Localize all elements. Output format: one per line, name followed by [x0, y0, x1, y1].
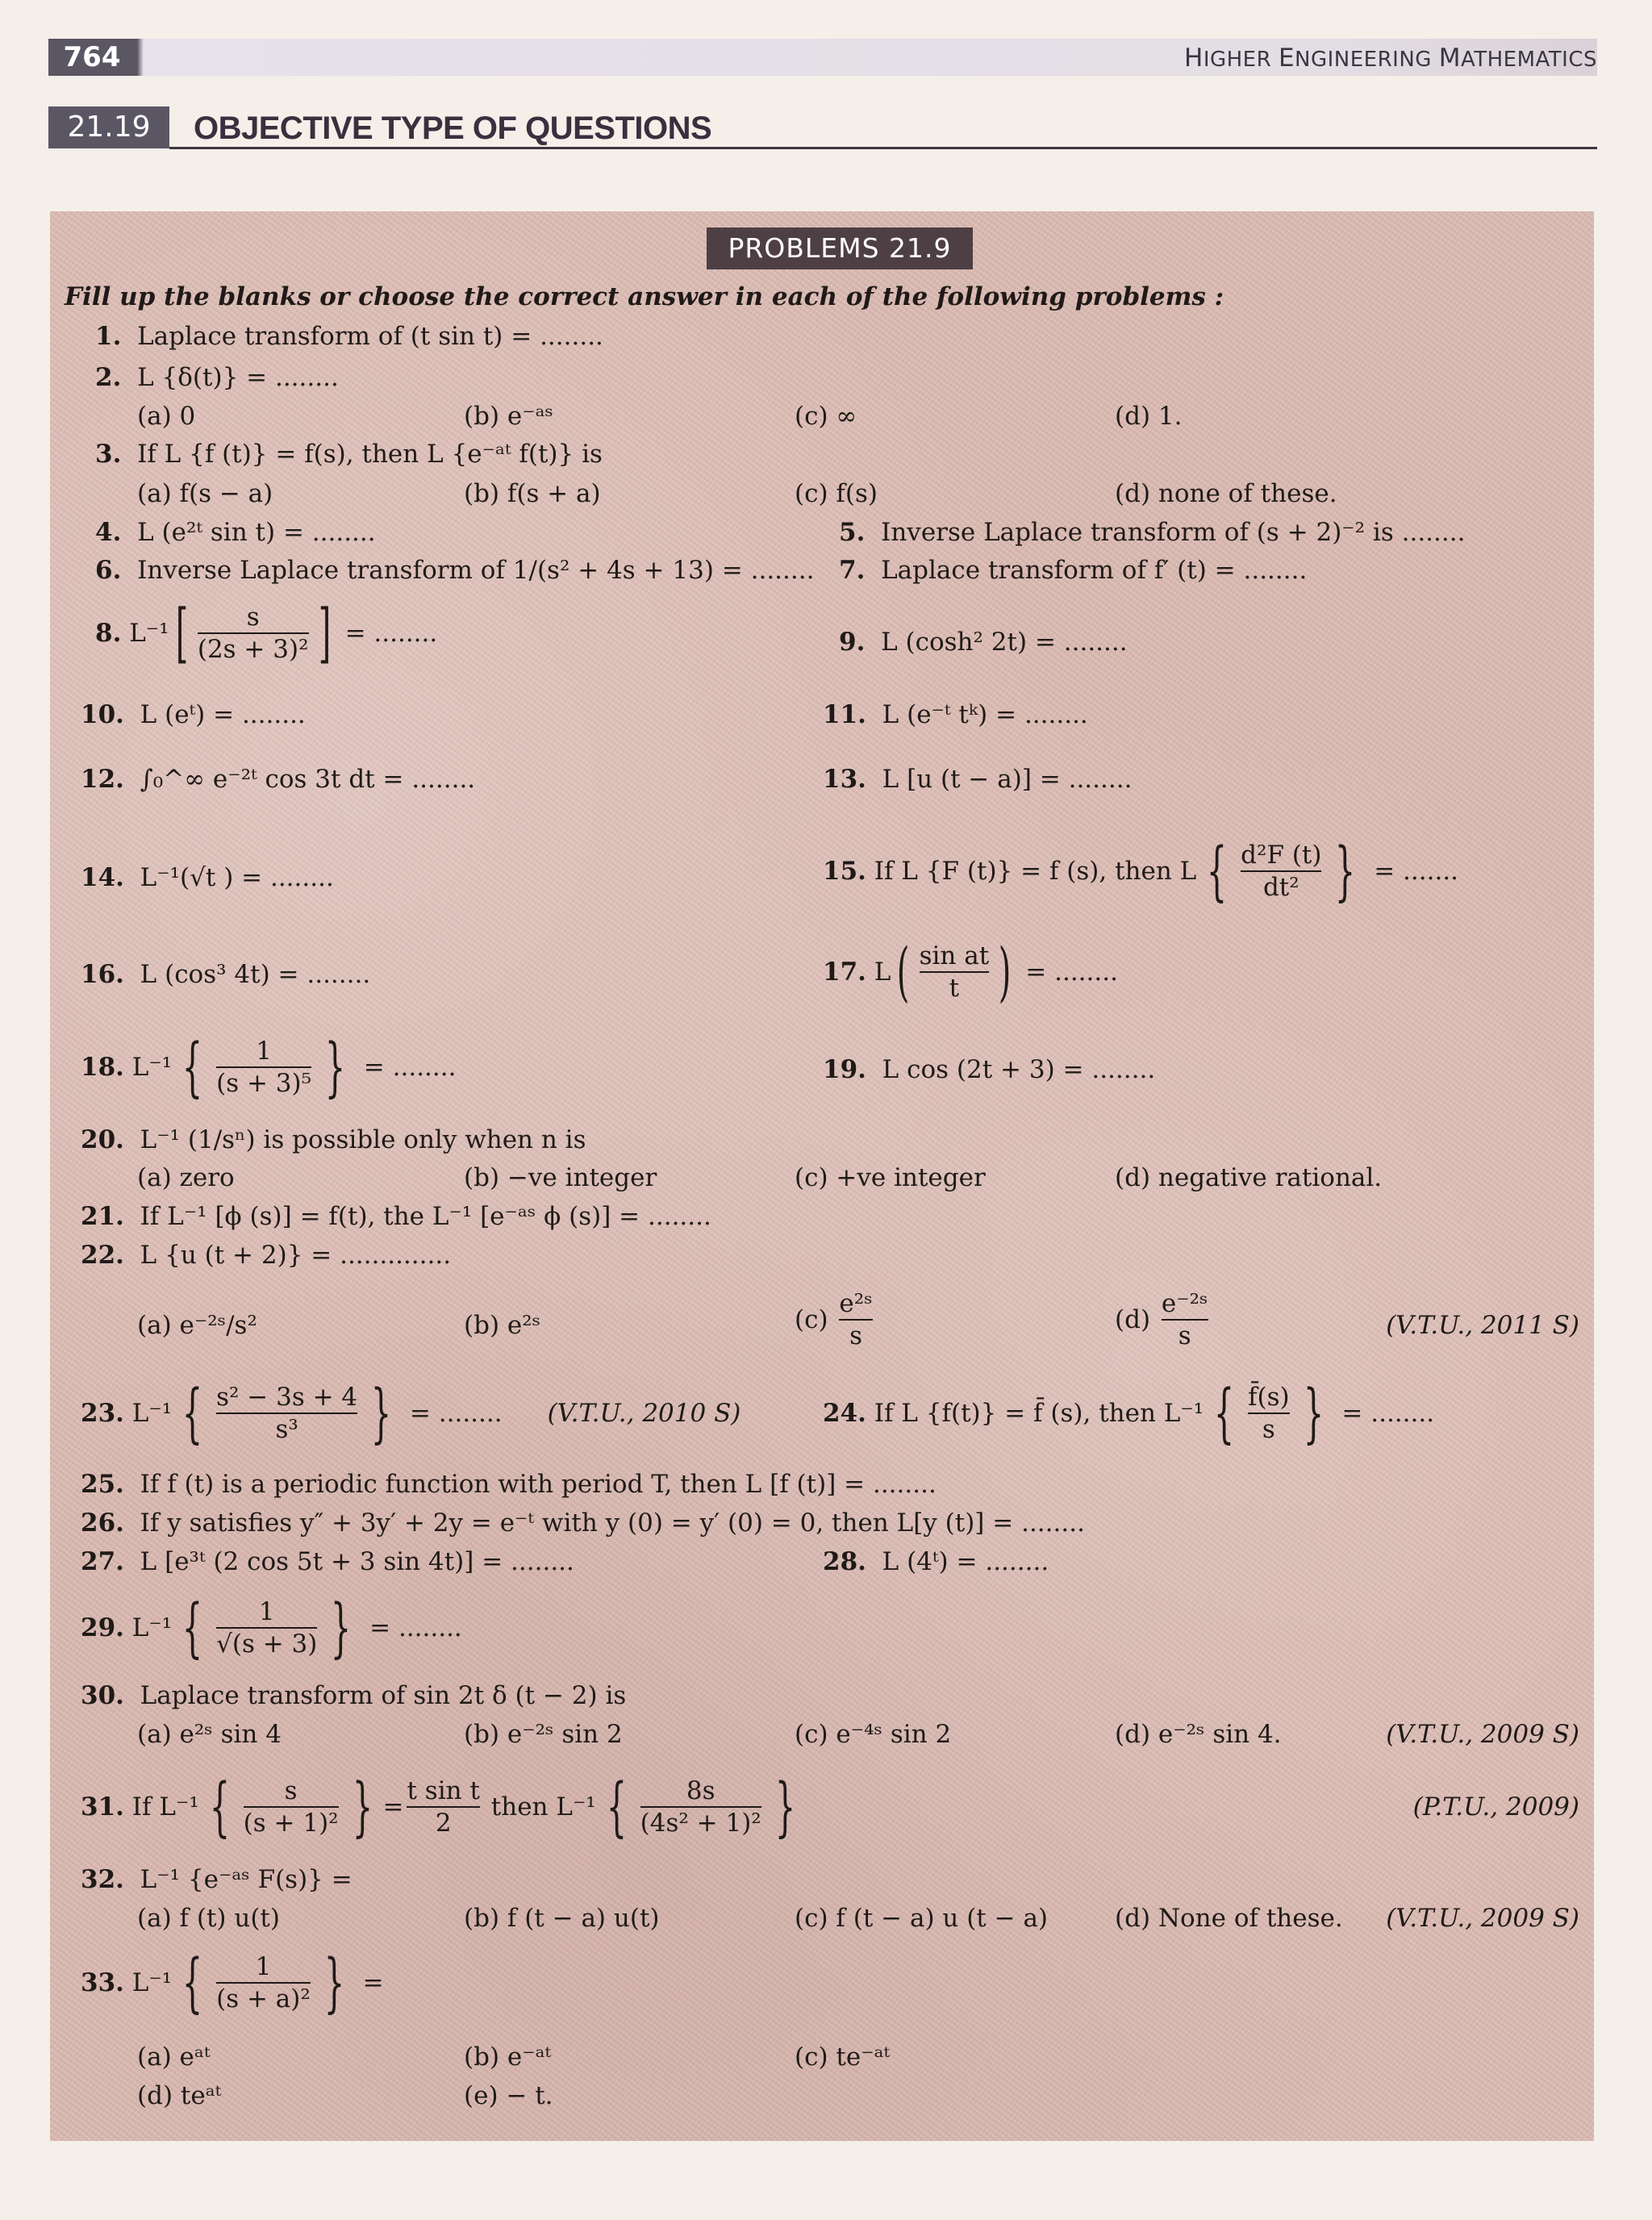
- fraction: $\frac{\text{s² − 3s + 4}}{\text{s³}}$: [216, 1383, 358, 1444]
- option-d: (d) None of these.: [1115, 1904, 1343, 1933]
- question-prefix: If L {f(t)} = f̄ (s), then L⁻¹: [874, 1399, 1204, 1428]
- option-b: (b) e²ˢ: [464, 1311, 541, 1340]
- question-text: L (eᵗ) = ........: [140, 700, 306, 729]
- fraction: $\frac{1}{\text{(s + 3)⁵}}$: [216, 1037, 312, 1098]
- question-prefix: If L⁻¹: [131, 1792, 199, 1821]
- option-c: (c) +ve integer: [795, 1163, 986, 1192]
- question-text: L (4ᵗ) = ........: [882, 1547, 1049, 1576]
- option-c: (c) f(s): [795, 479, 878, 508]
- fraction: $\frac{\text{sin at}}{t}$: [919, 941, 990, 1003]
- question-number: 22.: [81, 1241, 124, 1270]
- option-d: (d) negative rational.: [1115, 1163, 1383, 1192]
- question-text: Laplace transform of (t sin t) = ........: [137, 322, 603, 351]
- question-text: L {u (t + 2)} = ..............: [140, 1241, 452, 1270]
- source-citation: (V.T.U., 2009 S): [1386, 1904, 1579, 1933]
- question-6: [95, 554, 814, 586]
- question-11: [823, 699, 1088, 731]
- question-number: 17.: [823, 958, 866, 987]
- question-number: 2.: [95, 363, 122, 392]
- question-19: [823, 1054, 1155, 1086]
- section-rule: [169, 147, 1597, 149]
- question-blank: =: [362, 1968, 384, 1997]
- question-text: If y satisfies y″ + 3y′ + 2y = e⁻ᵗ with y (0) = y′ (0) = 0, then L[y (t)] = ........: [140, 1509, 1085, 1538]
- question-text: If L⁻¹ [ϕ (s)] = f(t), the L⁻¹ [e⁻ᵃˢ ϕ (s)] = ........: [140, 1202, 711, 1231]
- question-26: [81, 1507, 1085, 1539]
- source-citation: (P.T.U., 2009): [1412, 1792, 1579, 1821]
- question-number: 4.: [95, 518, 122, 547]
- question-number: 15.: [823, 857, 866, 886]
- book-title: HIGHER ENGINEERING MATHEMATICS: [1184, 44, 1597, 73]
- option-c: (c) f (t − a) u (t − a): [795, 1904, 1049, 1933]
- option-d: (d) $\frac{\text{e⁻²ˢ}}{s}$: [1115, 1289, 1208, 1350]
- question-number: 5.: [839, 518, 866, 547]
- question-blank: = ........: [369, 1613, 462, 1642]
- question-31: 31. If L⁻¹ { $\frac{s}{\text{(s + 1)²}}$ } = $\frac{\text{t sin t}}{2}$ then L⁻¹ { $\frac{8s}{\text{(4s² + 1)²}}$ }: [81, 1769, 795, 1844]
- question-number: 28.: [823, 1547, 866, 1576]
- question-2: [95, 361, 339, 394]
- question-number: 27.: [81, 1547, 124, 1576]
- question-number: 19.: [823, 1055, 866, 1084]
- option-b: (b) −ve integer: [464, 1163, 657, 1192]
- question-text: L (cos³ 4t) = ........: [140, 960, 371, 989]
- question-number: 33.: [81, 1968, 124, 1997]
- instruction: Fill up the blanks or choose the correct answer in each of the following problems :: [65, 282, 1224, 311]
- option-b: (b) e⁻ᵃˢ: [464, 402, 553, 431]
- question-number: 30.: [81, 1681, 124, 1710]
- fraction: $\frac{1}{\text{(s + a)²}}$: [216, 1952, 311, 2013]
- question-text: L [u (t − a)] = ........: [882, 765, 1133, 794]
- question-blank: = ........: [409, 1399, 503, 1428]
- option-c: (c) te⁻ᵃᵗ: [795, 2043, 891, 2072]
- option-e: (e) − t.: [464, 2081, 553, 2110]
- question-15: 15. If L {F (t)} = f (s), then L { $\frac{\text{d²F (t)}}{\text{dt²}}$ } = .......: [823, 833, 1459, 908]
- question-7: [839, 554, 1307, 586]
- question-32: [81, 1863, 353, 1896]
- option-a: (a) f(s − a): [137, 479, 273, 508]
- question-number: 16.: [81, 960, 124, 989]
- option-a: (a) f (t) u(t): [137, 1904, 280, 1933]
- question-text: L (e⁻ᵗ tᵏ) = ........: [882, 700, 1088, 729]
- option-b: (b) f(s + a): [464, 479, 601, 508]
- option-c: (c) ∞: [795, 402, 857, 431]
- question-text: Inverse Laplace transform of 1/(s² + 4s + 13) = ........: [137, 556, 815, 585]
- question-number: 24.: [823, 1399, 866, 1428]
- question-prefix: L⁻¹: [129, 619, 169, 648]
- option-a: (a) zero: [137, 1163, 235, 1192]
- question-29: 29. L⁻¹ { $\frac{1}{√(s + 3)}$ } = ........: [81, 1590, 462, 1665]
- option-c: (c) e⁻⁴ˢ sin 2: [795, 1720, 952, 1749]
- source-citation: (V.T.U., 2011 S): [1386, 1311, 1579, 1340]
- question-text: Laplace transform of f′ (t) = ........: [881, 556, 1308, 585]
- question-text: If f (t) is a periodic function with period T, then L [f (t)] = ........: [140, 1470, 937, 1499]
- question-number: 11.: [823, 700, 866, 729]
- question-18: 18. L⁻¹ { $\frac{1}{\text{(s + 3)⁵}}$ } = ........: [81, 1029, 457, 1104]
- question-number: 7.: [839, 556, 866, 585]
- question-14: [81, 862, 334, 894]
- question-prefix: L⁻¹: [131, 1613, 173, 1642]
- question-text: L [e³ᵗ (2 cos 5t + 3 sin 4t)] = ........: [140, 1547, 574, 1576]
- option-d: (d) e⁻²ˢ sin 4.: [1115, 1720, 1282, 1749]
- page-number: 764: [63, 41, 121, 73]
- question-prefix: L⁻¹: [131, 1053, 173, 1082]
- source-citation: (V.T.U., 2009 S): [1386, 1720, 1579, 1749]
- section-number: 21.19: [48, 106, 169, 148]
- question-number: 10.: [81, 700, 124, 729]
- question-number: 3.: [95, 440, 122, 469]
- fraction: $\frac{f̄(s)}{s}$: [1248, 1383, 1290, 1444]
- question-prefix: L⁻¹: [131, 1399, 173, 1428]
- fraction: $\frac{\text{e⁻²ˢ}}{s}$: [1161, 1289, 1208, 1350]
- question-number: 32.: [81, 1865, 124, 1894]
- option-a: (a) eᵃᵗ: [137, 2043, 211, 2072]
- question-text: L (e²ᵗ sin t) = ........: [137, 518, 376, 547]
- option-d: (d) teᵃᵗ: [137, 2081, 222, 2110]
- question-text: L⁻¹ {e⁻ᵃˢ F(s)} =: [140, 1865, 353, 1894]
- option-a: (a) 0: [137, 402, 196, 431]
- question-text: L cos (2t + 3) = ........: [882, 1055, 1156, 1084]
- question-27: [81, 1546, 574, 1578]
- question-22: [81, 1239, 451, 1271]
- question-number: 8.: [95, 619, 122, 648]
- question-24: 24. If L {f(t)} = f̄ (s), then L⁻¹ { $\frac{f̄(s)}{s}$ } = ........: [823, 1375, 1435, 1450]
- question-33: 33. L⁻¹ { $\frac{1}{\text{(s + a)²}}$ } =: [81, 1945, 384, 2020]
- fraction: $\frac{1}{√(s + 3)}$: [216, 1597, 318, 1659]
- question-text: ∫₀^∞ e⁻²ᵗ cos 3t dt = ........: [140, 765, 476, 794]
- question-number: 6.: [95, 556, 122, 585]
- question-prefix: L: [874, 958, 891, 987]
- question-number: 25.: [81, 1470, 124, 1499]
- section-title: OBJECTIVE TYPE OF QUESTIONS: [194, 111, 712, 146]
- question-3: [95, 438, 603, 470]
- fraction: $\frac{s}{\text{(s + 1)²}}$: [243, 1776, 339, 1838]
- fraction: $\frac{\text{t sin t}}{2}$: [407, 1776, 480, 1838]
- question-text: L⁻¹(√t ) = ........: [140, 863, 334, 892]
- question-text: If L {f (t)} = f(s), then L {e⁻ᵃᵗ f(t)} is: [137, 440, 603, 469]
- option-a: (a) e⁻²ˢ/s²: [137, 1311, 257, 1340]
- question-number: 18.: [81, 1053, 124, 1082]
- option-d: (d) none of these.: [1115, 479, 1337, 508]
- question-23: 23. L⁻¹ { $\frac{\text{s² − 3s + 4}}{\text{s³}}$ } = ........ (V.T.U., 2010 S): [81, 1375, 741, 1450]
- question-28: [823, 1546, 1049, 1578]
- question-number: 21.: [81, 1202, 124, 1231]
- option-b: (b) e⁻²ˢ sin 2: [464, 1720, 623, 1749]
- question-text: L (cosh² 2t) = ........: [881, 628, 1128, 657]
- question-prefix: If L {F (t)} = f (s), then L: [874, 857, 1197, 886]
- fraction: $\frac{8s}{\text{(4s² + 1)²}}$: [640, 1776, 761, 1838]
- option-b: (b) e⁻ᵃᵗ: [464, 2043, 552, 2072]
- fraction: $\frac{s}{\text{(2s + 3)²}}$: [197, 603, 309, 664]
- question-prefix: L⁻¹: [131, 1968, 173, 1997]
- question-9: [839, 626, 1128, 658]
- option-b: (b) f (t − a) u(t): [464, 1904, 660, 1933]
- fraction: $\frac{\text{e²ˢ}}{s}$: [839, 1289, 873, 1350]
- question-25: [81, 1468, 937, 1500]
- question-number: 23.: [81, 1399, 124, 1428]
- question-blank: = ........: [1025, 958, 1118, 987]
- question-text: Inverse Laplace transform of (s + 2)⁻² is ........: [881, 518, 1466, 547]
- question-5: [839, 516, 1465, 549]
- question-number: 1.: [95, 322, 122, 351]
- question-30: [81, 1680, 626, 1712]
- option-c: (c) $\frac{\text{e²ˢ}}{s}$: [795, 1289, 873, 1350]
- question-blank: = ........: [1341, 1399, 1435, 1428]
- question-blank: = .......: [1374, 857, 1459, 886]
- question-text: Laplace transform of sin 2t δ (t − 2) is: [140, 1681, 627, 1710]
- question-21: [81, 1200, 711, 1233]
- question-4: [95, 516, 376, 549]
- question-number: 29.: [81, 1613, 124, 1642]
- question-number: 13.: [823, 765, 866, 794]
- fraction: $\frac{\text{d²F (t)}}{\text{dt²}}$: [1241, 841, 1322, 902]
- option-a: (a) e²ˢ sin 4: [137, 1720, 282, 1749]
- question-text: L⁻¹ (1/sⁿ) is possible only when n is: [140, 1125, 586, 1154]
- question-1: [95, 320, 603, 353]
- question-8: 8. L⁻¹ [ $\frac{s}{\text{(2s + 3)²}}$ ] = ........: [95, 595, 438, 670]
- question-number: 26.: [81, 1509, 124, 1538]
- question-number: 9.: [839, 628, 866, 657]
- question-number: 12.: [81, 765, 124, 794]
- question-13: [823, 763, 1132, 795]
- question-16: [81, 958, 370, 991]
- question-blank: = ........: [344, 619, 438, 648]
- source-citation: (V.T.U., 2010 S): [547, 1399, 741, 1428]
- question-number: 31.: [81, 1792, 124, 1821]
- question-number: 20.: [81, 1125, 124, 1154]
- question-20: [81, 1124, 586, 1156]
- question-blank: = ........: [363, 1053, 457, 1082]
- option-d: (d) 1.: [1115, 402, 1183, 431]
- question-10: [81, 699, 306, 731]
- question-text: L {δ(t)} = ........: [137, 363, 339, 392]
- question-number: 14.: [81, 863, 124, 892]
- question-12: [81, 763, 475, 795]
- problems-heading: PROBLEMS 21.9: [707, 227, 973, 269]
- question-17: 17. L ( $\frac{\text{sin at}}{t}$ ) = ........: [823, 934, 1118, 1009]
